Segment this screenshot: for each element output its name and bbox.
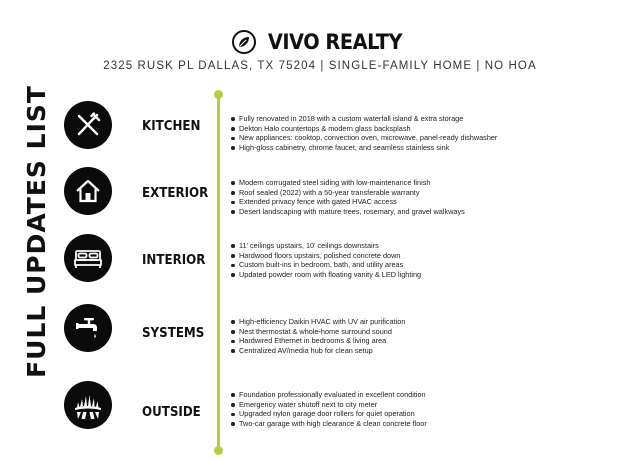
brand-logo [0,30,640,54]
section-title-interior: INTERIOR [142,252,206,268]
bed-icon [64,234,112,282]
section-title-exterior: EXTERIOR [142,185,209,201]
utensils-icon [64,101,112,149]
timeline-dot-top [214,90,223,99]
bullet-list-interior [230,241,630,280]
list-item: Fully renovated in 2018 with a custom waterfall island & extra storage [230,114,630,124]
bullet-list-kitchen [230,114,630,153]
timeline-dot-bottom [214,446,223,455]
list-item: Roof sealed (2022) with a 50-year transferable warranty [230,188,630,198]
side-title [16,84,56,378]
side-title-text: FULL UPDATES LIST [21,84,51,378]
list-item: Hardwood floors upstairs, polished concrete down [230,251,630,261]
list-item: Emergency water shutoff next to city meter [230,400,630,410]
faucet-icon [64,304,112,352]
section-title-systems: SYSTEMS [142,325,205,341]
list-item: Updated powder room with floating vanity & LED lighting [230,270,630,280]
bullet-list-outside [230,390,630,429]
list-item: Two-car garage with high clearance & clean concrete floor [230,419,630,429]
leaf-icon [232,30,256,54]
house-icon [64,167,112,215]
landscape-icon [64,381,112,429]
bullet-list-exterior [230,178,630,217]
bullet-list-systems [230,317,630,356]
list-item: 11' ceilings upstairs, 10' ceilings downstairs [230,241,630,251]
section-title-outside: OUTSIDE [142,404,201,420]
property-subtitle: 2325 RUSK PL DALLAS, TX 75204 | SINGLE-FAMILY HOME | NO HOA [103,60,537,72]
list-item: Custom built-ins in bedroom, bath, and utility areas [230,260,630,270]
list-item: High-gloss cabinetry, chrome faucet, and seamless stainless sink [230,143,630,153]
brand-name: VIVO REALTY [267,30,403,54]
list-item: Extended privacy fence with gated HVAC access [230,197,630,207]
list-item: Modern corrugated steel siding with low-maintenance finish [230,178,630,188]
list-item: Centralized AV/media hub for clean setup [230,346,630,356]
timeline-line [217,93,220,450]
list-item: Dekton Halo countertops & modern glass backsplash [230,124,630,134]
list-item: Upgraded nylon garage door rollers for quiet operation [230,409,630,419]
list-item: High-efficiency Daikin HVAC with UV air purification [230,317,630,327]
section-title-kitchen: KITCHEN [142,118,201,134]
list-item: Hardwired Ethernet in bedrooms & living area [230,336,630,346]
list-item: New appliances: cooktop, convection oven, microwave, panel-ready dishwasher [230,133,630,143]
list-item: Desert landscaping with mature trees, rosemary, and gravel walkways [230,207,630,217]
list-item: Nest thermostat & whole-home surround sound [230,327,630,337]
list-item: Foundation professionally evaluated in excellent condition [230,390,630,400]
